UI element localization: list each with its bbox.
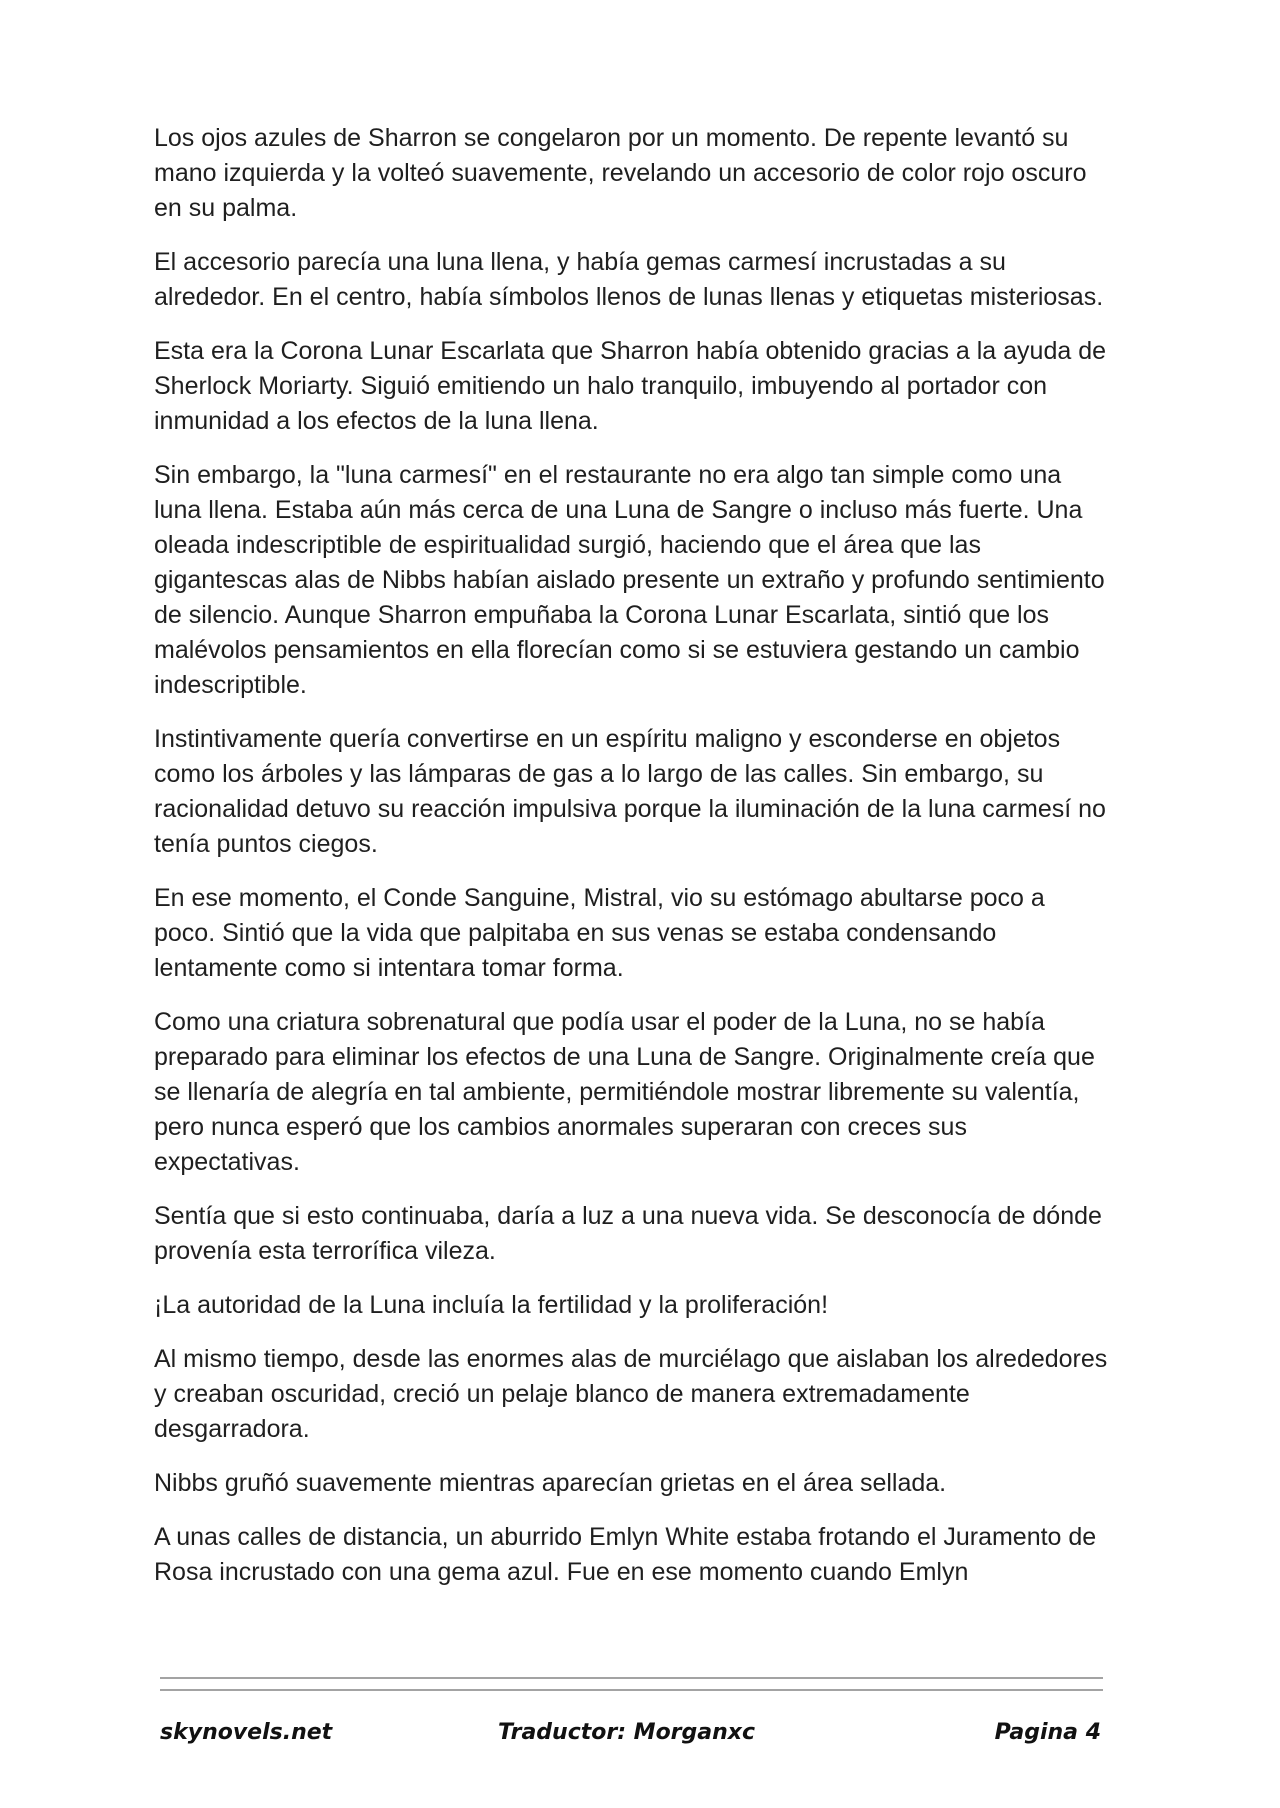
paragraph-10: Al mismo tiempo, desde las enormes alas de murciélago que aislaban los alrededores y creaban oscuridad, creció un pelaje blanco de manera extremadamente desgarradora. [154, 1345, 1108, 1443]
footer-divider-bottom [160, 1689, 1103, 1691]
paragraph-8: Sentía que si esto continuaba, daría a luz a una nueva vida. Se desconocía de dónde provenía esta terrorífica vileza. [154, 1202, 1102, 1265]
paragraph-4: Sin embargo, la "luna carmesí" en el restaurante no era algo tan simple como una luna llena. Estaba aún más cerca de una Luna de Sangre o incluso más fuerte. Una oleada indescriptible de espiritualidad surgió, haciendo que el área que las gigantescas alas de Nibbs habían aislado presente un extraño y profundo sentimiento de silencio. Aunque Sharron empuñaba la Corona Lunar Escarlata, sintió que los malévolos pensamientos en ella florecían como si se estuviera gestando un cambio indescriptible. [154, 461, 1105, 699]
paragraph-9: ¡La autoridad de la Luna incluía la fertilidad y la proliferación! [154, 1291, 829, 1319]
body-text [154, 121, 1112, 1609]
footer-site: skynovels.net [160, 1720, 333, 1745]
paragraph-12: A unas calles de distancia, un aburrido Emlyn White estaba frotando el Juramento de Rosa incrustado con una gema azul. Fue en ese momento cuando Emlyn [154, 1523, 1097, 1586]
paragraph-7: Como una criatura sobrenatural que podía usar el poder de la Luna, no se había preparado para eliminar los efectos de una Luna de Sangre. Originalmente creía que se llenaría de alegría en tal ambiente, permitiéndole mostrar libremente su valentía, pero nunca esperó que los cambios anormales superaran con creces sus expectativas. [154, 1008, 1095, 1176]
paragraph-3: Esta era la Corona Lunar Escarlata que Sharron había obtenido gracias a la ayuda de Sherlock Moriarty. Siguió emitiendo un halo tranquilo, imbuyendo al portador con inmunidad a los efectos de la luna llena. [154, 337, 1107, 435]
paragraph-11: Nibbs gruñó suavemente mientras aparecían grietas en el área sellada. [154, 1469, 947, 1497]
footer-page-number: Pagina 4 [994, 1720, 1101, 1745]
paragraph-5: Instintivamente quería convertirse en un espíritu maligno y esconderse en objetos como los árboles y las lámparas de gas a lo largo de las calles. Sin embargo, su racionalidad detuvo su reacción impulsiva porque la iluminación de la luna carmesí no tenía puntos ciegos. [154, 725, 1106, 858]
paragraph-1: Los ojos azules de Sharron se congelaron por un momento. De repente levantó su mano izquierda y la volteó suavemente, revelando un accesorio de color rojo oscuro en su palma. [154, 124, 1087, 222]
footer-translator: Traductor: Morganxc [498, 1720, 756, 1745]
paragraph-2: El accesorio parecía una luna llena, y había gemas carmesí incrustadas a su alrededor. En el centro, había símbolos llenos de lunas llenas y etiquetas misteriosas. [154, 248, 1104, 311]
paragraph-6: En ese momento, el Conde Sanguine, Mistral, vio su estómago abultarse poco a poco. Sintió que la vida que palpitaba en sus venas se estaba condensando lentamente como si intentara tomar forma. [154, 884, 1045, 982]
footer-divider-top [160, 1677, 1103, 1679]
